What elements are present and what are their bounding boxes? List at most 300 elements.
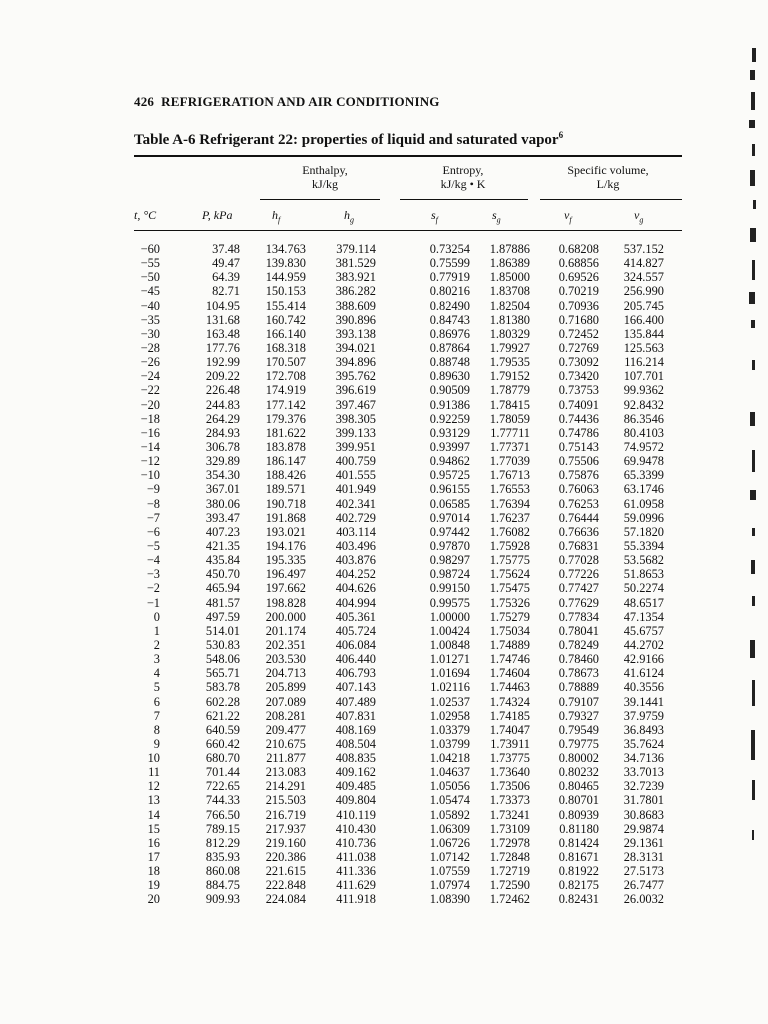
cell-pressure: 177.76 — [205, 340, 240, 355]
cell-enthalpy-vapor: 403.496 — [335, 538, 376, 553]
cell-pressure: 192.99 — [205, 355, 240, 370]
cell-entropy-vapor: 1.76553 — [489, 482, 530, 497]
col-header-hf — [272, 208, 280, 227]
cell-enthalpy-vapor: 379.114 — [336, 242, 376, 256]
cell-volume-liquid: 0.79775 — [558, 736, 599, 751]
cell-entropy-liquid: 0.84743 — [429, 312, 470, 327]
cell-entropy-liquid: 1.06309 — [429, 821, 470, 836]
cell-temperature: −16 — [140, 425, 160, 440]
cell-enthalpy-vapor: 407.143 — [335, 680, 376, 695]
cell-volume-vapor: 63.1746 — [623, 482, 664, 497]
cell-temperature: 4 — [153, 666, 160, 681]
cell-volume-vapor: 29.9874 — [623, 821, 664, 836]
cell-volume-vapor: 92.8432 — [623, 397, 664, 412]
col-header-vg-symbol: v — [634, 208, 640, 222]
cell-pressure: 812.29 — [205, 835, 240, 850]
cell-enthalpy-vapor: 410.430 — [335, 821, 376, 836]
cell-entropy-vapor: 1.79535 — [489, 355, 530, 370]
table-row — [0, 383, 768, 397]
entropy-group-rule — [400, 199, 528, 200]
cell-enthalpy-vapor: 393.138 — [335, 326, 376, 341]
table-row — [0, 355, 768, 369]
cell-volume-vapor: 205.745 — [623, 298, 664, 313]
cell-entropy-liquid: 1.04218 — [429, 751, 470, 766]
cell-volume-vapor: 45.6757 — [623, 623, 664, 638]
enthalpy-group-name: Enthalpy, — [302, 163, 348, 177]
table-row — [0, 836, 768, 850]
cell-entropy-liquid: 0.87864 — [429, 340, 470, 355]
cell-volume-liquid: 0.81424 — [558, 835, 599, 850]
table-row — [0, 737, 768, 751]
table-row — [0, 398, 768, 412]
cell-volume-liquid: 0.80939 — [558, 807, 599, 822]
cell-pressure: 49.47 — [212, 256, 240, 271]
cell-enthalpy-vapor: 408.835 — [335, 751, 376, 766]
cell-entropy-liquid: 0.86976 — [429, 326, 470, 341]
table-row — [0, 440, 768, 454]
cell-enthalpy-vapor: 396.619 — [335, 383, 376, 398]
cell-enthalpy-liquid: 205.899 — [265, 680, 306, 695]
table-row — [0, 850, 768, 864]
cell-entropy-vapor: 1.77371 — [489, 439, 530, 454]
cell-enthalpy-vapor: 399.133 — [335, 425, 376, 440]
cell-volume-vapor: 36.8493 — [623, 722, 664, 737]
cell-pressure: 548.06 — [205, 652, 240, 667]
cell-enthalpy-vapor: 410.119 — [336, 807, 376, 822]
cell-volume-vapor: 69.9478 — [623, 454, 664, 469]
table-row — [0, 426, 768, 440]
cell-temperature: −8 — [146, 496, 160, 511]
cell-entropy-vapor: 1.76082 — [489, 524, 530, 539]
cell-temperature: −28 — [140, 340, 160, 355]
cell-entropy-vapor: 1.78059 — [489, 411, 530, 426]
cell-entropy-liquid: 0.97870 — [429, 538, 470, 553]
cell-entropy-liquid: 0.96155 — [429, 482, 470, 497]
cell-temperature: −26 — [140, 355, 160, 370]
col-header-vg-subscript: g — [639, 215, 644, 225]
cell-entropy-vapor: 1.73506 — [489, 779, 530, 794]
cell-enthalpy-liquid: 166.140 — [265, 326, 306, 341]
cell-pressure: 244.83 — [205, 397, 240, 412]
cell-enthalpy-vapor: 404.252 — [335, 567, 376, 582]
cell-enthalpy-liquid: 197.662 — [265, 581, 306, 596]
cell-temperature: 1 — [153, 623, 160, 638]
cell-volume-vapor: 53.5682 — [623, 553, 664, 568]
cell-entropy-liquid: 0.97014 — [429, 510, 470, 525]
volume-group-rule — [540, 199, 682, 200]
cell-enthalpy-liquid: 144.959 — [265, 270, 306, 285]
cell-temperature: 7 — [153, 708, 160, 723]
cell-temperature: −14 — [140, 439, 160, 454]
cell-enthalpy-vapor: 405.724 — [335, 623, 376, 638]
cell-pressure: 131.68 — [205, 312, 240, 327]
cell-enthalpy-liquid: 216.719 — [265, 807, 306, 822]
cell-enthalpy-liquid: 155.414 — [265, 298, 306, 313]
cell-temperature: 5 — [153, 680, 160, 695]
cell-volume-liquid: 0.68856 — [558, 256, 599, 271]
table-row — [0, 539, 768, 553]
cell-temperature: 11 — [148, 765, 160, 780]
cell-entropy-liquid: 0.88748 — [429, 355, 470, 370]
cell-volume-liquid: 0.73092 — [558, 355, 599, 370]
table-row — [0, 822, 768, 836]
cell-enthalpy-vapor: 401.555 — [335, 468, 376, 483]
cell-pressure: 163.48 — [205, 326, 240, 341]
entropy-group-name: Entropy, — [442, 163, 484, 177]
cell-enthalpy-vapor: 402.341 — [335, 496, 376, 511]
cell-pressure: 481.57 — [205, 595, 240, 610]
cell-pressure: 306.78 — [205, 439, 240, 454]
cell-volume-liquid: 0.82175 — [558, 878, 599, 893]
table-row — [0, 779, 768, 793]
cell-volume-liquid: 0.68208 — [558, 242, 599, 256]
table-row — [0, 412, 768, 426]
col-header-vf — [564, 208, 572, 227]
cell-temperature: −55 — [140, 256, 160, 271]
cell-volume-liquid: 0.75506 — [558, 454, 599, 469]
cell-entropy-vapor: 1.74324 — [489, 694, 530, 709]
cell-pressure: 393.47 — [205, 510, 240, 525]
cell-entropy-liquid: 1.01694 — [429, 666, 470, 681]
table-row — [0, 242, 768, 256]
scan-edge-artifact — [740, 40, 762, 860]
cell-enthalpy-liquid: 222.848 — [265, 878, 306, 893]
cell-entropy-liquid: 1.04637 — [429, 765, 470, 780]
cell-volume-liquid: 0.75143 — [558, 439, 599, 454]
cell-volume-vapor: 51.8653 — [623, 567, 664, 582]
volume-group-header — [548, 163, 668, 191]
cell-pressure: 744.33 — [205, 793, 240, 808]
cell-entropy-liquid: 1.02116 — [430, 680, 470, 695]
cell-enthalpy-vapor: 390.896 — [335, 312, 376, 327]
cell-enthalpy-liquid: 177.142 — [265, 397, 306, 412]
cell-enthalpy-liquid: 172.708 — [265, 369, 306, 384]
cell-enthalpy-liquid: 195.335 — [265, 553, 306, 568]
cell-volume-vapor: 116.214 — [624, 355, 664, 370]
col-header-vg — [634, 208, 643, 227]
cell-pressure: 284.93 — [205, 425, 240, 440]
cell-enthalpy-vapor: 411.629 — [336, 878, 376, 893]
cell-volume-vapor: 537.152 — [623, 242, 664, 256]
cell-entropy-liquid: 0.06585 — [429, 496, 470, 511]
cell-pressure: 329.89 — [205, 454, 240, 469]
cell-enthalpy-vapor: 403.114 — [336, 524, 376, 539]
cell-volume-liquid: 0.79549 — [558, 722, 599, 737]
cell-volume-vapor: 47.1354 — [623, 609, 664, 624]
cell-enthalpy-vapor: 386.282 — [335, 284, 376, 299]
col-header-p: P, kPa — [202, 208, 233, 222]
cell-entropy-liquid: 0.89630 — [429, 369, 470, 384]
cell-enthalpy-vapor: 395.762 — [335, 369, 376, 384]
cell-pressure: 209.22 — [205, 369, 240, 384]
cell-entropy-liquid: 0.80216 — [429, 284, 470, 299]
cell-entropy-vapor: 1.75326 — [489, 595, 530, 610]
cell-pressure: 354.30 — [205, 468, 240, 483]
cell-temperature: 10 — [147, 751, 160, 766]
cell-entropy-vapor: 1.76394 — [489, 496, 530, 511]
cell-enthalpy-vapor: 404.994 — [335, 595, 376, 610]
cell-entropy-liquid: 0.99150 — [429, 581, 470, 596]
table-row — [0, 624, 768, 638]
cell-enthalpy-liquid: 210.675 — [265, 736, 306, 751]
cell-temperature: 8 — [153, 722, 160, 737]
cell-pressure: 82.71 — [212, 284, 240, 299]
table-row — [0, 553, 768, 567]
table-row — [0, 270, 768, 284]
cell-entropy-vapor: 1.79152 — [489, 369, 530, 384]
cell-enthalpy-vapor: 411.038 — [336, 850, 376, 865]
cell-volume-vapor: 125.563 — [623, 340, 664, 355]
table-row — [0, 666, 768, 680]
cell-entropy-liquid: 1.08390 — [429, 892, 470, 907]
cell-volume-vapor: 39.1441 — [623, 694, 664, 709]
cell-pressure: 835.93 — [205, 850, 240, 865]
cell-entropy-vapor: 1.75034 — [489, 623, 530, 638]
entropy-group-header — [408, 163, 518, 191]
cell-volume-liquid: 0.69526 — [558, 270, 599, 285]
entropy-group-unit: kJ/kg • K — [440, 177, 486, 191]
table-row — [0, 482, 768, 496]
cell-volume-liquid: 0.70936 — [558, 298, 599, 313]
cell-enthalpy-liquid: 213.083 — [265, 765, 306, 780]
cell-entropy-vapor: 1.82504 — [489, 298, 530, 313]
cell-volume-liquid: 0.78889 — [558, 680, 599, 695]
cell-temperature: −22 — [140, 383, 160, 398]
cell-enthalpy-vapor: 406.440 — [335, 652, 376, 667]
table-row — [0, 525, 768, 539]
cell-enthalpy-liquid: 189.571 — [265, 482, 306, 497]
cell-volume-liquid: 0.74436 — [558, 411, 599, 426]
cell-enthalpy-vapor: 394.896 — [335, 355, 376, 370]
cell-enthalpy-liquid: 190.718 — [265, 496, 306, 511]
cell-volume-liquid: 0.79107 — [558, 694, 599, 709]
cell-temperature: 2 — [153, 637, 160, 652]
cell-entropy-liquid: 1.06726 — [429, 835, 470, 850]
cell-entropy-vapor: 1.79927 — [489, 340, 530, 355]
cell-enthalpy-liquid: 181.622 — [265, 425, 306, 440]
cell-enthalpy-liquid: 209.477 — [265, 722, 306, 737]
table-row — [0, 878, 768, 892]
cell-temperature: −7 — [146, 510, 160, 525]
cell-enthalpy-liquid: 202.351 — [265, 637, 306, 652]
cell-pressure: 380.06 — [205, 496, 240, 511]
cell-pressure: 421.35 — [205, 538, 240, 553]
table-title — [134, 130, 563, 149]
cell-enthalpy-liquid: 211.877 — [266, 751, 306, 766]
cell-volume-vapor: 80.4103 — [623, 425, 664, 440]
cell-enthalpy-liquid: 183.878 — [265, 439, 306, 454]
cell-temperature: −30 — [140, 326, 160, 341]
cell-enthalpy-vapor: 406.793 — [335, 666, 376, 681]
table-row — [0, 793, 768, 807]
cell-volume-liquid: 0.78041 — [558, 623, 599, 638]
cell-volume-liquid: 0.78460 — [558, 652, 599, 667]
cell-enthalpy-vapor: 410.736 — [335, 835, 376, 850]
table-row — [0, 468, 768, 482]
cell-temperature: 18 — [147, 864, 160, 879]
cell-volume-vapor: 32.7239 — [623, 779, 664, 794]
cell-pressure: 435.84 — [205, 553, 240, 568]
cell-pressure: 514.01 — [205, 623, 240, 638]
cell-enthalpy-liquid: 219.160 — [265, 835, 306, 850]
cell-enthalpy-vapor: 409.804 — [335, 793, 376, 808]
cell-entropy-vapor: 1.75775 — [489, 553, 530, 568]
cell-entropy-vapor: 1.81380 — [489, 312, 530, 327]
cell-temperature: −45 — [140, 284, 160, 299]
cell-temperature: 20 — [147, 892, 160, 907]
cell-pressure: 789.15 — [205, 821, 240, 836]
cell-entropy-vapor: 1.74889 — [489, 637, 530, 652]
cell-volume-liquid: 0.70219 — [558, 284, 599, 299]
col-header-hf-subscript: f — [278, 215, 281, 225]
cell-volume-liquid: 0.71680 — [558, 312, 599, 327]
cell-entropy-liquid: 0.77919 — [429, 270, 470, 285]
cell-volume-vapor: 61.0958 — [623, 496, 664, 511]
cell-temperature: 14 — [147, 807, 160, 822]
page-number: 426 — [134, 94, 155, 109]
cell-temperature: −9 — [146, 482, 160, 497]
cell-volume-vapor: 50.2274 — [623, 581, 664, 596]
cell-pressure: 407.23 — [205, 524, 240, 539]
cell-volume-liquid: 0.80002 — [558, 751, 599, 766]
cell-volume-vapor: 414.827 — [623, 256, 664, 271]
cell-enthalpy-liquid: 160.742 — [265, 312, 306, 327]
cell-pressure: 583.78 — [205, 680, 240, 695]
cell-enthalpy-liquid: 196.497 — [265, 567, 306, 582]
cell-volume-liquid: 0.81671 — [558, 850, 599, 865]
cell-entropy-vapor: 1.74746 — [489, 652, 530, 667]
col-header-sf-symbol: s — [431, 208, 436, 222]
cell-entropy-vapor: 1.77039 — [489, 454, 530, 469]
cell-volume-vapor: 57.1820 — [623, 524, 664, 539]
cell-entropy-liquid: 1.07559 — [429, 864, 470, 879]
col-header-hg-subscript: g — [350, 215, 354, 225]
cell-entropy-liquid: 1.02958 — [429, 708, 470, 723]
cell-volume-vapor: 34.7136 — [623, 751, 664, 766]
cell-entropy-vapor: 1.83708 — [489, 284, 530, 299]
cell-volume-vapor: 33.7013 — [623, 765, 664, 780]
cell-pressure: 530.83 — [205, 637, 240, 652]
cell-temperature: −1 — [146, 595, 160, 610]
col-header-sg — [492, 208, 501, 227]
cell-enthalpy-vapor: 402.729 — [335, 510, 376, 525]
cell-enthalpy-vapor: 411.918 — [336, 892, 376, 907]
cell-entropy-liquid: 0.90509 — [429, 383, 470, 398]
cell-enthalpy-liquid: 139.830 — [265, 256, 306, 271]
table-row — [0, 581, 768, 595]
cell-enthalpy-liquid: 217.937 — [265, 821, 306, 836]
cell-temperature: 9 — [153, 736, 160, 751]
cell-entropy-vapor: 1.73911 — [490, 736, 530, 751]
cell-enthalpy-vapor: 409.485 — [335, 779, 376, 794]
cell-entropy-vapor: 1.72978 — [489, 835, 530, 850]
cell-pressure: 497.59 — [205, 609, 240, 624]
cell-enthalpy-vapor: 398.305 — [335, 411, 376, 426]
cell-volume-liquid: 0.82431 — [558, 892, 599, 907]
cell-enthalpy-liquid: 193.021 — [265, 524, 306, 539]
col-header-vf-subscript: f — [569, 215, 572, 225]
cell-pressure: 602.28 — [205, 694, 240, 709]
col-header-hg-symbol: h — [344, 208, 350, 222]
cell-volume-vapor: 65.3399 — [623, 468, 664, 483]
cell-pressure: 680.70 — [205, 751, 240, 766]
cell-enthalpy-liquid: 201.174 — [265, 623, 306, 638]
cell-entropy-vapor: 1.72462 — [489, 892, 530, 907]
cell-entropy-vapor: 1.85000 — [489, 270, 530, 285]
cell-temperature: −35 — [140, 312, 160, 327]
cell-entropy-liquid: 1.00000 — [429, 609, 470, 624]
cell-entropy-liquid: 1.02537 — [429, 694, 470, 709]
table-row — [0, 638, 768, 652]
cell-volume-liquid: 0.76636 — [558, 524, 599, 539]
cell-entropy-vapor: 1.77711 — [490, 425, 530, 440]
cell-enthalpy-liquid: 208.281 — [265, 708, 306, 723]
cell-entropy-vapor: 1.75928 — [489, 538, 530, 553]
table-top-rule — [134, 155, 682, 157]
cell-volume-vapor: 35.7624 — [623, 736, 664, 751]
cell-entropy-vapor: 1.87886 — [489, 242, 530, 256]
cell-volume-vapor: 37.9759 — [623, 708, 664, 723]
cell-enthalpy-vapor: 408.504 — [335, 736, 376, 751]
cell-enthalpy-vapor: 411.336 — [336, 864, 376, 879]
col-header-t: t, °C — [134, 208, 157, 222]
cell-entropy-liquid: 0.73254 — [429, 242, 470, 256]
cell-entropy-liquid: 0.95725 — [429, 468, 470, 483]
cell-volume-vapor: 26.0032 — [623, 892, 664, 907]
table-row — [0, 511, 768, 525]
cell-volume-liquid: 0.76831 — [558, 538, 599, 553]
cell-temperature: −6 — [146, 524, 160, 539]
cell-entropy-vapor: 1.74185 — [489, 708, 530, 723]
cell-temperature: −2 — [146, 581, 160, 596]
cell-volume-liquid: 0.74786 — [558, 425, 599, 440]
cell-volume-liquid: 0.76444 — [558, 510, 599, 525]
cell-entropy-vapor: 1.78415 — [489, 397, 530, 412]
cell-enthalpy-liquid: 224.084 — [265, 892, 306, 907]
cell-volume-liquid: 0.80465 — [558, 779, 599, 794]
cell-volume-vapor: 256.990 — [623, 284, 664, 299]
cell-volume-vapor: 26.7477 — [623, 878, 664, 893]
cell-enthalpy-liquid: 221.615 — [265, 864, 306, 879]
table-row — [0, 299, 768, 313]
cell-volume-liquid: 0.73753 — [558, 383, 599, 398]
cell-enthalpy-liquid: 188.426 — [265, 468, 306, 483]
cell-volume-vapor: 59.0996 — [623, 510, 664, 525]
cell-volume-vapor: 28.3131 — [623, 850, 664, 865]
cell-pressure: 565.71 — [205, 666, 240, 681]
cell-entropy-vapor: 1.73775 — [489, 751, 530, 766]
col-header-hf-symbol: h — [272, 208, 278, 222]
cell-volume-vapor: 324.557 — [623, 270, 664, 285]
cell-volume-liquid: 0.76253 — [558, 496, 599, 511]
cell-temperature: −20 — [140, 397, 160, 412]
cell-volume-liquid: 0.77834 — [558, 609, 599, 624]
cell-volume-vapor: 44.2702 — [623, 637, 664, 652]
cell-pressure: 37.48 — [212, 242, 240, 256]
cell-temperature: −18 — [140, 411, 160, 426]
cell-temperature: −40 — [140, 298, 160, 313]
cell-temperature: 15 — [147, 821, 160, 836]
cell-pressure: 660.42 — [205, 736, 240, 751]
cell-enthalpy-vapor: 403.876 — [335, 553, 376, 568]
cell-enthalpy-liquid: 191.868 — [265, 510, 306, 525]
cell-pressure: 640.59 — [205, 722, 240, 737]
cell-enthalpy-vapor: 399.951 — [335, 439, 376, 454]
cell-entropy-liquid: 1.05892 — [429, 807, 470, 822]
cell-entropy-liquid: 0.99575 — [429, 595, 470, 610]
chapter-title: REFRIGERATION AND AIR CONDITIONING — [161, 94, 440, 109]
table-row — [0, 765, 768, 779]
